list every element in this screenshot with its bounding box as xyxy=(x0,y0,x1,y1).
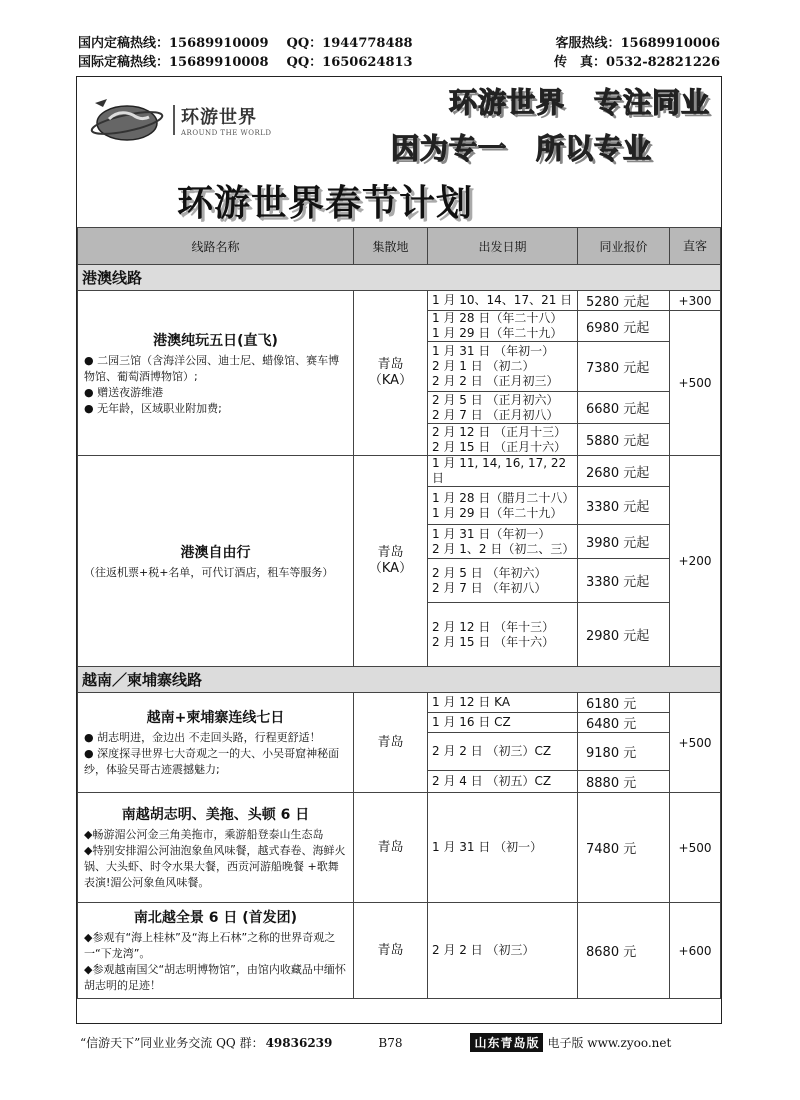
table-row xyxy=(78,903,721,999)
trade-price: 2680 元起 xyxy=(578,456,670,487)
retail-surcharge: +500 xyxy=(670,311,721,456)
retail-surcharge: +500 xyxy=(670,793,721,903)
header-route: 线路名称 xyxy=(78,228,354,265)
departure-date: 2 月 2 日 （初三） xyxy=(428,903,578,999)
header-date: 出发日期 xyxy=(428,228,578,265)
route-desc-line: ◆参观有“海上桂林”及“海上石林”之称的世界奇观之一“下龙湾”。 xyxy=(84,931,336,960)
logo-divider xyxy=(173,105,175,135)
trade-price: 5280 元起 xyxy=(578,291,670,311)
route-desc-line: ◆畅游湄公河金三角美拖市，乘游船登泰山生态岛 xyxy=(84,828,324,841)
route-desc-line: （往返机票+税+名单，可代订酒店，租车等服务） xyxy=(84,565,334,579)
departure-date: 2 月 2 日 （初三）CZ xyxy=(428,733,578,771)
service-hotline: 客服热线：15689910006 xyxy=(555,36,720,51)
table-row xyxy=(78,793,721,903)
departure-city xyxy=(354,793,428,903)
route-cell xyxy=(78,456,354,667)
route-title: 越南+柬埔寨连线七日 xyxy=(146,710,285,726)
page-number: B78 xyxy=(378,1035,403,1050)
departure-date: 1 月 28 日（年二十八） 1 月 29 日（年二十九） xyxy=(428,311,578,342)
trade-price: 8680 元 xyxy=(578,903,670,999)
logo-cn-text: 环游世界 xyxy=(181,107,257,128)
slogan-1: 环游世界 专注同业 xyxy=(449,86,711,119)
route-desc-line: ● 深度探寻世界七大奇观之一的大、小吴哥窟神秘面纱，体验吴哥古迹震撼魅力; xyxy=(84,747,340,776)
departure-city xyxy=(354,291,428,456)
route-cell xyxy=(78,693,354,793)
trade-price: 6480 元 xyxy=(578,713,670,733)
trade-price: 3980 元起 xyxy=(578,525,670,559)
city-name: 青岛 xyxy=(377,942,404,958)
departure-city xyxy=(354,903,428,999)
city-name: 青岛 xyxy=(377,839,404,855)
route-desc-line: ● 胡志明进，金边出 不走回头路，行程更舒适！ xyxy=(84,731,321,744)
route-desc-line: ◆参观越南国父“胡志明博物馆”，由馆内收藏品中缅怀胡志明的足迹！ xyxy=(84,963,346,992)
header-city: 集散地 xyxy=(354,228,428,265)
trade-price: 3380 元起 xyxy=(578,559,670,603)
globe-logo-icon xyxy=(87,95,169,145)
route-cell xyxy=(78,291,354,456)
footer-group: “信游天下”同业业务交流 QQ 群： xyxy=(80,1036,264,1050)
departure-date: 1 月 31 日（年初一） 2 月 1、2 日（初二、三） xyxy=(428,525,578,559)
departure-date: 1 月 12 日 KA xyxy=(428,693,578,713)
header-price: 同业报价 xyxy=(578,228,670,265)
departure-city xyxy=(354,693,428,793)
route-cell xyxy=(78,793,354,903)
domestic-hotline: 国内定稿热线：15689910009 xyxy=(78,36,269,51)
departure-date: 1 月 31 日 （初一） xyxy=(428,793,578,903)
trade-price: 5880 元起 xyxy=(578,424,670,456)
international-qq: QQ：1650624813 xyxy=(286,55,413,70)
table-header-row xyxy=(78,228,721,265)
flyer-frame xyxy=(76,76,722,1024)
trade-price: 6980 元起 xyxy=(578,311,670,342)
departure-date: 1 月 28 日（腊月二十八） 1 月 29 日（年二十九） xyxy=(428,487,578,525)
departure-date: 1 月 11, 14, 16, 17, 22 日 xyxy=(428,456,578,487)
retail-surcharge: +300 xyxy=(670,291,721,311)
airline-code: （KA） xyxy=(368,373,413,388)
city-name: 青岛 xyxy=(377,734,404,750)
trade-price: 7380 元起 xyxy=(578,342,670,392)
trade-price: 2980 元起 xyxy=(578,603,670,667)
section-row xyxy=(78,265,721,291)
route-desc-line: ◆特别安排湄公河油泡象鱼风味餐，越式春卷、海鲜火锅、大头虾、时令水果大餐，西贡河游船晚餐 +歌舞表演!湄公河象鱼风味餐。 xyxy=(84,844,346,889)
trade-price: 7480 元 xyxy=(578,793,670,903)
departure-date: 2 月 5 日 （正月初六） 2 月 7 日 （正月初八） xyxy=(428,392,578,424)
ebook-link[interactable]: 电子版 www.zyoo.net xyxy=(547,1036,672,1050)
trade-price: 6180 元 xyxy=(578,693,670,713)
section-title: 港澳线路 xyxy=(78,265,721,291)
departure-date: 1 月 31 日 （年初一） 2 月 1 日 （初二） 2 月 2 日 （正月初三） xyxy=(428,342,578,392)
route-title: 港澳纯玩五日(直飞) xyxy=(153,332,278,349)
retail-surcharge: +600 xyxy=(670,903,721,999)
retail-surcharge: +200 xyxy=(670,456,721,667)
departure-date: 1 月 16 日 CZ xyxy=(428,713,578,733)
departure-date: 2 月 4 日 （初五）CZ xyxy=(428,771,578,793)
city-name: 青岛 xyxy=(377,357,404,372)
table-row xyxy=(78,456,721,487)
route-title: 南越胡志明、美拖、头顿 6 日 xyxy=(121,807,310,823)
departure-city xyxy=(354,456,428,667)
departure-date: 2 月 12 日 （正月十三） 2 月 15 日 （正月十六） xyxy=(428,424,578,456)
route-desc-line: ● 二园三馆（含海洋公园、迪士尼、蜡像馆、赛车博物馆、葡萄酒博物馆）; xyxy=(84,353,340,383)
footer xyxy=(80,1033,720,1052)
city-name: 青岛 xyxy=(377,545,404,560)
trade-price: 6680 元起 xyxy=(578,392,670,424)
header-retail: 直客 xyxy=(670,228,721,265)
table-row xyxy=(78,693,721,713)
section-title: 越南／柬埔寨线路 xyxy=(78,667,721,693)
airline-code: （KA） xyxy=(368,561,413,576)
hotlines xyxy=(78,34,720,72)
trade-price: 9180 元 xyxy=(578,733,670,771)
company-logo xyxy=(87,95,272,145)
route-title: 南北越全景 6 日 (首发团) xyxy=(133,910,298,926)
route-title: 港澳自由行 xyxy=(180,544,251,561)
footer-qq: 49836239 xyxy=(265,1035,333,1050)
departure-date: 1 月 10、14、17、21 日 xyxy=(428,291,578,311)
departure-date: 2 月 5 日 （年初六） 2 月 7 日 （年初八） xyxy=(428,559,578,603)
international-hotline: 国际定稿热线：15689910008 xyxy=(78,55,269,70)
departure-date: 2 月 12 日 （年十三） 2 月 15 日 （年十六） xyxy=(428,603,578,667)
domestic-qq: QQ：1944778488 xyxy=(286,36,413,51)
fax: 传 真：0532-82821226 xyxy=(554,55,720,70)
trade-price: 3380 元起 xyxy=(578,487,670,525)
logo-en-text: AROUND THE WORLD xyxy=(181,129,272,137)
page-title: 环游世界春节计划 xyxy=(177,182,474,224)
trade-price: 8880 元 xyxy=(578,771,670,793)
slogan-2: 因为专一 所以专业 xyxy=(391,132,653,165)
plan-table xyxy=(77,227,721,999)
section-row xyxy=(78,667,721,693)
table-row xyxy=(78,291,721,311)
edition-badge: 山东青岛版 xyxy=(470,1033,543,1052)
route-cell xyxy=(78,903,354,999)
retail-surcharge: +500 xyxy=(670,693,721,793)
route-desc-line: ● 无年龄，区域职业附加费; xyxy=(84,401,222,415)
route-desc-line: ● 赠送夜游维港 xyxy=(84,385,164,399)
